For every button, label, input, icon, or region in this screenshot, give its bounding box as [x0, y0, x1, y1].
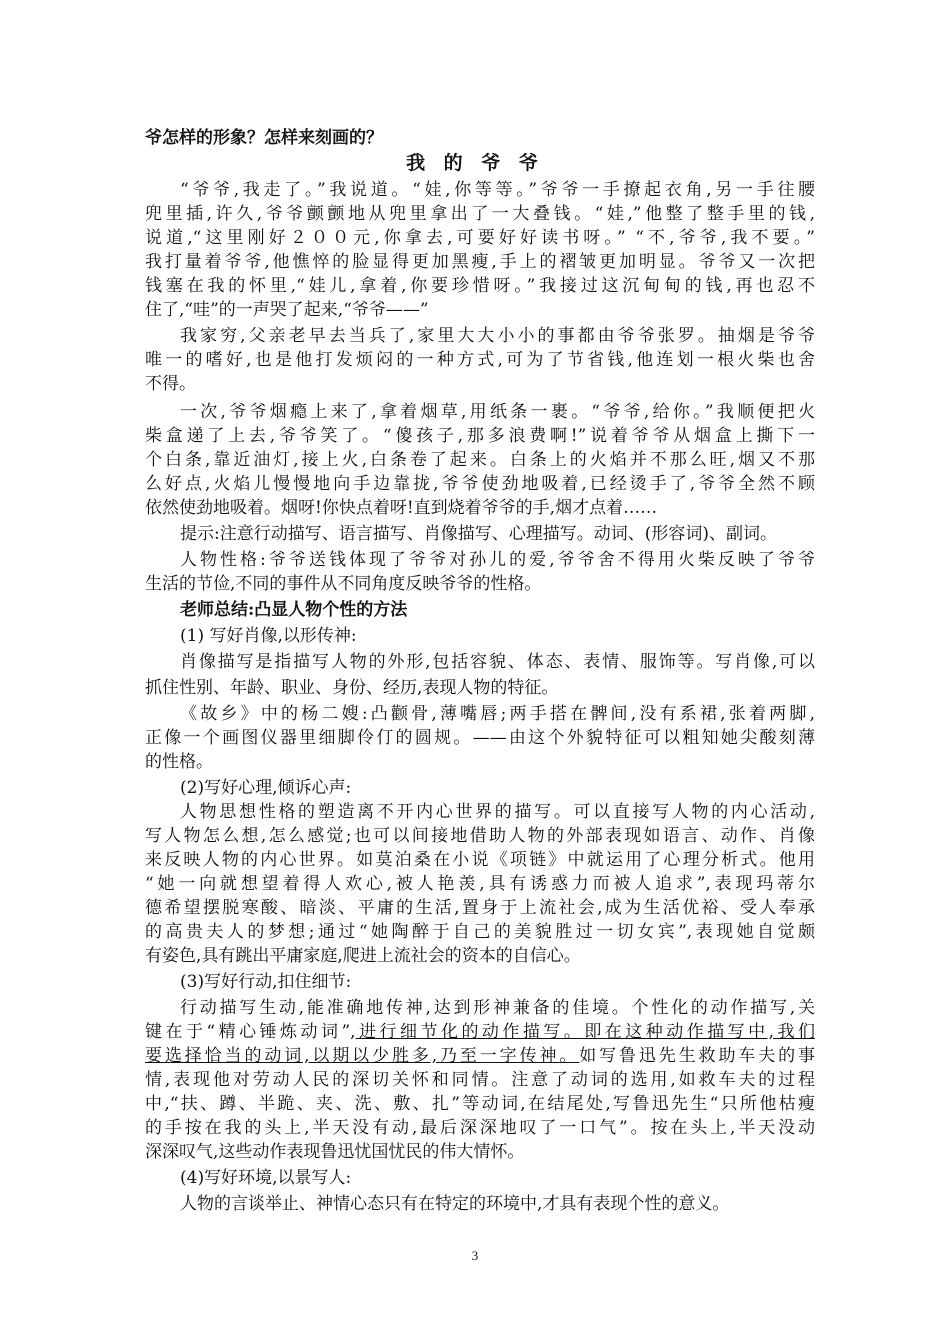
body-line: 正像一个画图仪器里细脚伶仃的圆规。——由这个外貌特征可以粗知她尖酸刻薄	[145, 728, 815, 748]
body-line: 德希望摆脱寒酸、暗淡、平庸的生活,置身于上流社会,成为生活优裕、受人奉承	[145, 898, 815, 918]
body-line: 来反映人物的内心世界。如莫泊桑在小说《项链》中就运用了心理分析式。他用	[145, 850, 815, 870]
story-line: 一次,爷爷烟瘾上来了,拿着烟草,用纸条一裹。“爷爷,给你。”我顺便把火	[180, 402, 815, 422]
body-line: 的手按在我的头上,半天没有动,最后深深地叹了一口气”。按在头上,半天没动	[145, 1118, 815, 1138]
body-line: “她一向就想望着得人欢心,被人艳羡,具有诱惑力而被人追求”,表现玛蒂尔	[145, 874, 815, 894]
section-heading: (1) 写好肖像,以形传神:	[180, 626, 357, 646]
body-line: 抓住性别、年龄、职业、身份、经历,表现人物的特征。	[145, 678, 559, 698]
story-line: 唯一的嗜好,也是他打发烦闷的一种方式,可为了节省钱,他连划一根火柴也舍	[145, 350, 815, 370]
story-line: 不得。	[145, 374, 196, 394]
story-line: 钱塞在我的怀里,“娃儿,拿着,你要珍惜呀。”我接过这沉甸甸的钱,再也忍不	[145, 276, 815, 296]
hint-line: 提示:注意行动描写、语言描写、肖像描写、心理描写。动词、(形容词)、副词。	[180, 524, 777, 544]
character-line: 人物性格:爷爷送钱体现了爷爷对孙儿的爱,爷爷舍不得用火柴反映了爷爷	[180, 550, 815, 570]
story-line: “爷爷,我走了。”我说道。“娃,你等等。”爷爷一手撩起衣角,另一手往腰	[180, 180, 815, 200]
underlined-text: 要选择恰当的动词,以期以少胜多,乃至一字传神。	[145, 1046, 580, 1066]
body-line: 写人物怎么想,怎么感觉;也可以间接地借助人物的外部表现如语言、动作、肖像	[145, 826, 815, 846]
story-line: 住了,“哇”的一声哭了起来,“爷爷——”	[145, 300, 429, 320]
body-line: 行动描写生动,能准确地传神,达到形神兼备的佳境。个性化的动作描写,关	[180, 998, 815, 1018]
character-line: 生活的节俭,不同的事件从不同角度反映爷爷的性格。	[145, 574, 542, 594]
body-line: 情,表现他对劳动人民的深切关怀和同情。注意了动词的选用,如救车夫的过程	[145, 1070, 815, 1090]
question-line: 爷怎样的形象？怎样来刻画的？	[145, 128, 383, 148]
section-heading: (2)写好心理,倾诉心声:	[180, 778, 352, 798]
body-line: 的性格。	[145, 752, 213, 772]
story-line: 依然使劲地吸着。烟呀!你快点着呀!直到烧着爷爷的手,烟才点着……	[145, 498, 658, 518]
body-line	[145, 1044, 815, 1068]
body-line: 中,“扶、蹲、半跪、夹、洗、敷、扎”等动词,在结尾处,写鲁迅先生“只所他枯瘦	[145, 1094, 815, 1114]
story-line: 我家穷,父亲老早去当兵了,家里大大小小的事都由爷爷张罗。抽烟是爷爷	[180, 326, 815, 346]
body-line: 肖像描写是指描写人物的外形,包括容貌、体态、表情、服饰等。写肖像,可以	[180, 652, 815, 672]
body-line: 有姿色,具有跳出平庸家庭,爬进上流社会的资本的自信心。	[145, 946, 581, 966]
essay-title: 我 的 爷 爷	[406, 152, 544, 174]
body-line: 人物思想性格的塑造离不开内心世界的描写。可以直接写人物的内心活动,	[180, 802, 815, 822]
underlined-text: 进行细节化的动作描写。即在这种动作描写中,我们	[355, 1022, 815, 1042]
section-heading: (4)写好环境,以景写人:	[180, 1168, 352, 1188]
body-line: 深深叹气,这些动作表现鲁迅忧国忧民的伟大情怀。	[145, 1142, 525, 1162]
summary-heading: 老师总结:凸显人物个性的方法	[180, 600, 408, 620]
body-line: 的高贵夫人的梦想;通过“她陶醉于自己的美貌胜过一切女宾”,表现她自觉颇	[145, 922, 815, 942]
story-line: 兜里插,许久,爷爷颤颤地从兜里拿出了一大叠钱。“娃,”他整了整手里的钱,	[145, 204, 815, 224]
story-line: 说道,“这里刚好２００元,你拿去,可要好好读书呀。” “不,爷爷,我不要。”	[145, 228, 815, 248]
body-line: 《故乡》中的杨二嫂:凸颧骨,薄嘴唇;两手搭在髀间,没有系裙,张着两脚,	[180, 704, 815, 724]
section-heading: (3)写好行动,扣住细节:	[180, 972, 352, 992]
story-line: 个白条,靠近油灯,接上火,白条卷了起来。白条上的火焰并不那么旺,烟又不那	[145, 450, 815, 470]
body-text: 键在于“精心锤炼动词”,	[145, 1022, 356, 1042]
story-line: 柴盒递了上去,爷爷笑了。“傻孩子,那多浪费啊!”说着爷爷从烟盒上撕下一	[145, 426, 815, 446]
body-text: 如写鲁迅先生救助车夫的事	[579, 1046, 816, 1066]
body-line: 人物的言谈举止、神情心态只有在特定的环境中,才具有表现个性的意义。	[180, 1194, 730, 1214]
story-line: 我打量着爷爷,他憔悴的脸显得更加黑瘦,手上的褶皱更加明显。爷爷又一次把	[145, 252, 815, 272]
body-line	[145, 1020, 815, 1044]
page-number: 3	[471, 1248, 479, 1263]
story-line: 么好点,火焰儿慢慢地向手边靠拢,爷爷使劲地吸着,已经烫手了,爷爷全然不顾	[145, 474, 815, 494]
